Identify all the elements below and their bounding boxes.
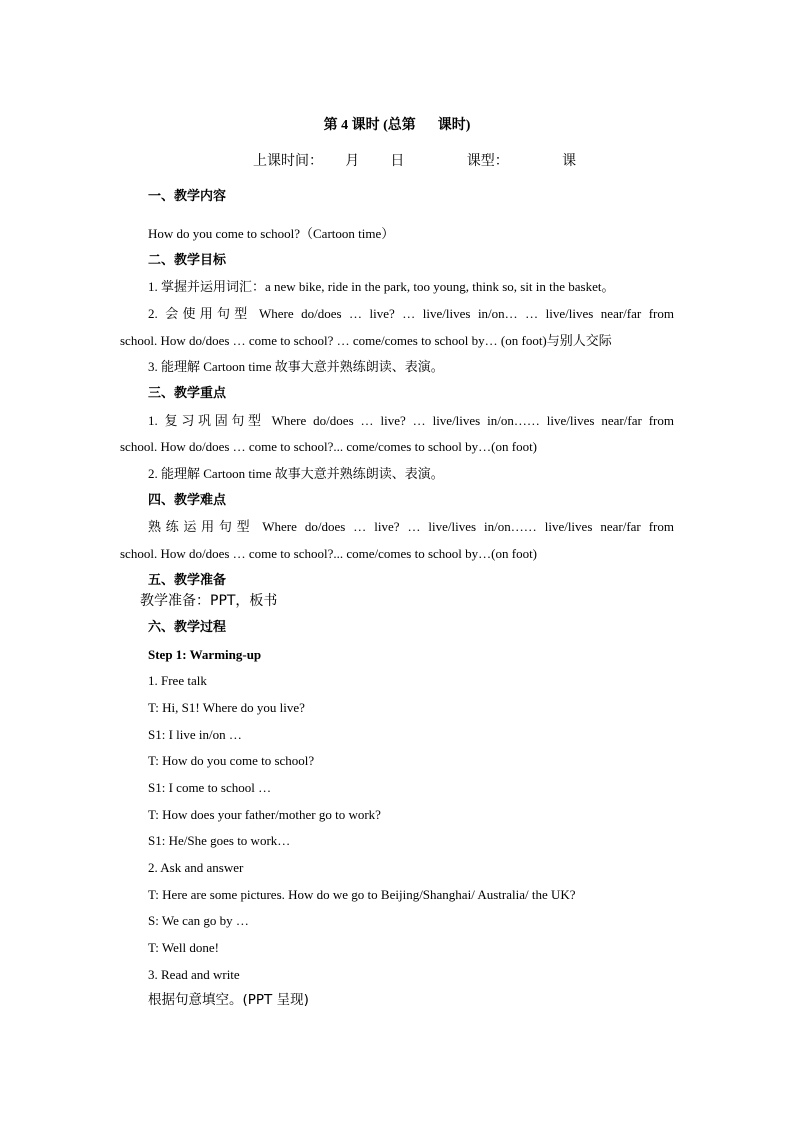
key-point-item-1-line-2: school. How do/does … come to school?... come/comes to school by…(on foot) <box>120 439 538 454</box>
process-line: 根据句意填空。(PPT 呈现) <box>148 992 309 1008</box>
step-1-heading: Step 1: Warming-up <box>148 647 262 662</box>
title-part-a: 第 4 课时 (总第 <box>323 118 416 133</box>
process-line: S1: He/She goes to work… <box>148 833 291 848</box>
objective-item-3: 3. 能理解 Cartoon time 故事大意并熟练朗读、表演。 <box>148 359 444 374</box>
process-line: T: How does your father/mother go to work? <box>148 807 381 822</box>
section-heading-objectives: 二、教学目标 <box>148 253 227 268</box>
section-heading-difficulties: 四、教学难点 <box>148 493 227 508</box>
process-line: T: Here are some pictures. How do we go to Beijing/Shanghai/ Australia/ the UK? <box>148 887 576 902</box>
objective-item-2-line-2: school. How do/does … come to school? … come/comes to school by… (on foot)与别人交际 <box>120 333 612 348</box>
process-line: T: How do you come to school? <box>148 753 315 768</box>
difficulty-text-line-1: 熟练运用句型 Where do/does … live? … live/lives in/on…… live/lives near/far from <box>148 519 674 534</box>
lesson-title <box>0 114 794 134</box>
section-heading-preparation: 五、教学准备 <box>148 573 227 588</box>
process-line: S1: I come to school … <box>148 780 272 795</box>
process-line: T: Hi, S1! Where do you live? <box>148 700 305 715</box>
objective-item-1: 1. 掌握并运用词汇：a new bike, ride in the park, too young, think so, sit in the basket。 <box>148 279 615 294</box>
process-line: 2. Ask and answer <box>148 860 244 875</box>
process-line: 1. Free talk <box>148 673 207 688</box>
preparation-text: 教学准备：PPT，板书 <box>140 593 278 609</box>
difficulty-text-line-2: school. How do/does … come to school?... come/comes to school by…(on foot) <box>120 546 538 561</box>
title-part-b: 课时) <box>437 118 471 133</box>
process-line: S1: I live in/on … <box>148 727 242 742</box>
section-heading-process: 六、教学过程 <box>148 620 227 635</box>
process-line: 3. Read and write <box>148 967 240 982</box>
section-text-content: How do you come to school?（Cartoon time） <box>148 226 395 241</box>
section-heading-key-points: 三、教学重点 <box>148 386 227 401</box>
key-point-item-2: 2. 能理解 Cartoon time 故事大意并熟练朗读、表演。 <box>148 466 444 481</box>
section-heading-content: 一、教学内容 <box>148 189 227 204</box>
process-line: T: Well done! <box>148 940 219 955</box>
class-meta: 上课时间： 月 日 课型： 课 <box>253 153 577 169</box>
key-point-item-1-line-1: 1. 复习巩固句型 Where do/does … live? … live/lives in/on…… live/lives near/far from <box>148 413 674 428</box>
objective-item-2-line-1: 2. 会使用句型 Where do/does … live? … live/lives in/on… … live/lives near/far from <box>148 306 674 321</box>
process-line: S: We can go by … <box>148 913 249 928</box>
